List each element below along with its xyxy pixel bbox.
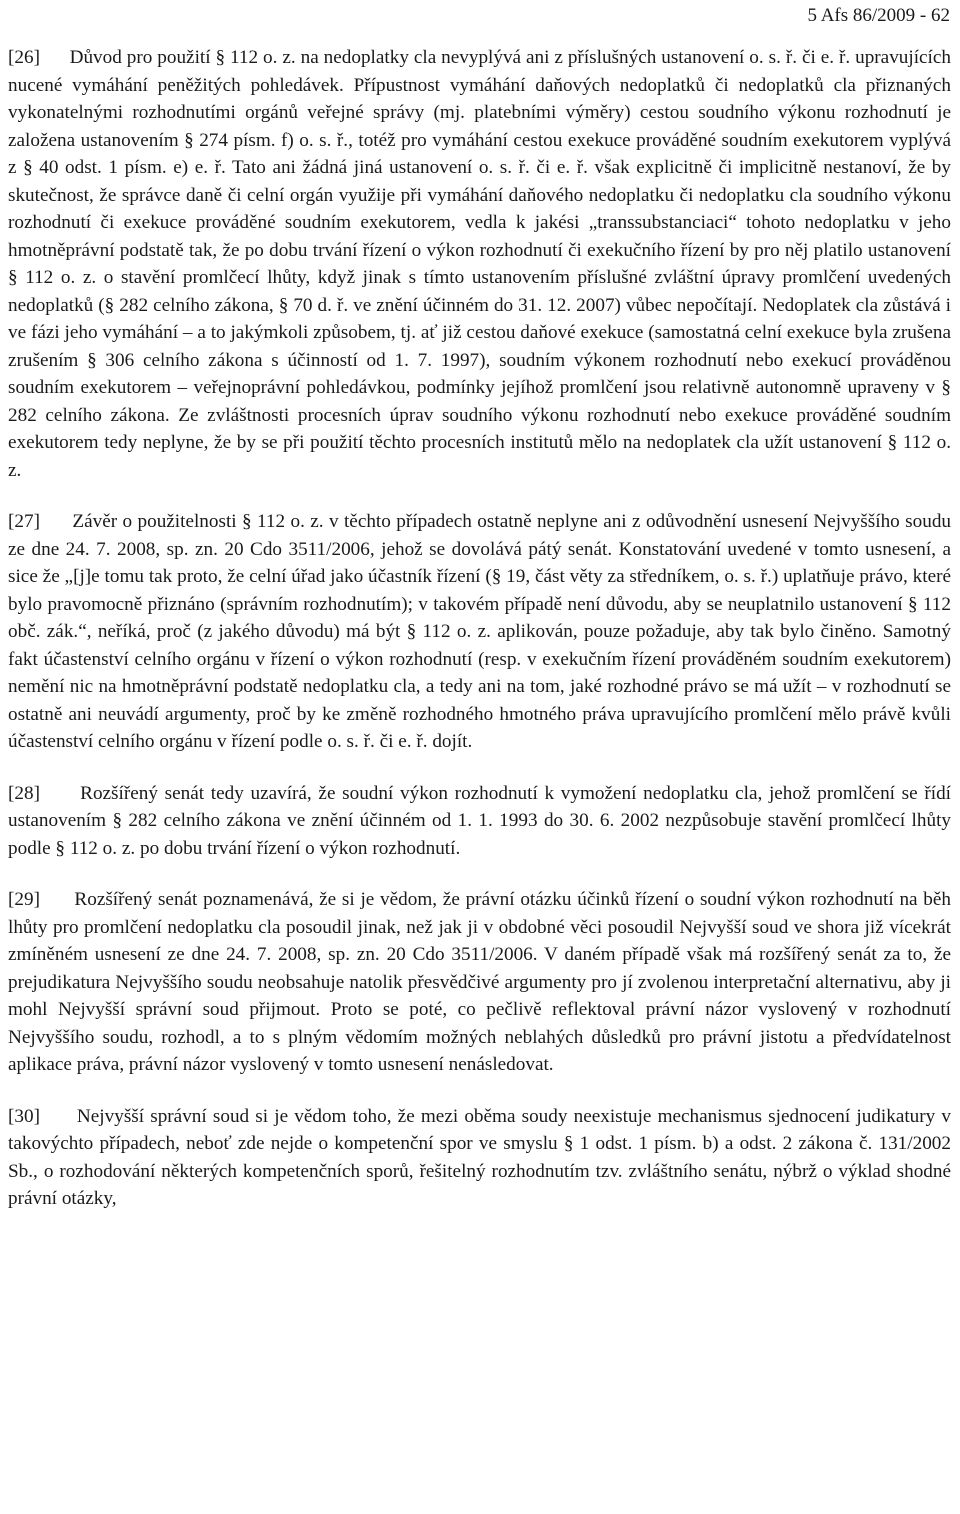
paragraph-number: [28]: [8, 782, 40, 804]
paragraph-26: [8, 44, 951, 484]
paragraph-number: [30]: [8, 1105, 40, 1127]
paragraph-28: [8, 780, 951, 863]
case-number-header: 5 Afs 86/2009 - 62: [807, 5, 950, 26]
document-body: [8, 44, 951, 1237]
paragraph-body: Rozšířený senát tedy uzavírá, že soudní výkon rozhodnutí k vymožení nedoplatku cla, jehož promlčení se řídí ustanovením § 282 celního zákona ve znění účinném od 1. 1. 1993 do 30. 6. 2002 nezpůsobuje stavění promlčecí lhůty podle § 112 o. z. po dobu trvání řízení o výkon rozhodnutí.: [8, 782, 952, 859]
paragraph-number: [26]: [8, 47, 40, 68]
paragraph-body: Důvod pro použití § 112 o. z. na nedoplatky cla nevyplývá ani z příslušných ustanovení o. s. ř. či e. ř. upravujících nucené vymáhání peněžitých pohledávek. Přípustnost vymáhání daňových nedoplatků či nedoplatků cla přiznaných vykonatelnými rozhodnutími orgánů veřejné správy (mj. platebními výměry) cestou soudního výkonu rozhodnutí je založena ustanovením § 274 písm. f) o. s. ř., totéž pro vymáhání cestou exekuce prováděné soudním exekutorem vyplývá z § 40 odst. 1 písm. e) e. ř. Tato ani žádná jiná ustanovení o. s. ř. či e. ř. však explicitně či implicitně nestanoví, že by skutečnost, že správce daně či celní orgán využije při vymáhání daňového nedoplatku či nedoplatku cla soudního výkonu rozhodnutí či exekuce prováděné soudním exekutorem, vedla k jakési „transsubstanciaci“ tohoto nedoplatku v jeho hmotněprávní podstatě tak, že po dobu trvání řízení o výkon rozhodnutí či exekučního řízení by pro něj platilo ustanovení § 112 o. z. o stavění promlčecí lhůty, když jinak s tímto ustanovením příslušné zvláštní úpravy promlčení uvedených nedoplatků (§ 282 celního zákona, § 70 d. ř. ve znění účinném do 31. 12. 2007) vůbec nepočítají. Nedoplatek cla zůstává i ve fázi jeho vymáhání – a to jakýmkoli způsobem, tj. ať již cestou daňové exekuce (samostatná celní exekuce byla zrušena zrušením § 306 celního zákona s účinností od 1. 7. 1997), soudním výkonem rozhodnutí nebo exekucí prováděnou soudním exekutorem – veřejnoprávní pohledávkou, podmínky jejíhož promlčení jsou relativně autonomně upraveny v § 282 celního zákona. Ze zvláštnosti procesních úprav soudního výkonu rozhodnutí nebo exekuce prováděné soudním exekutorem tedy neplyne, že by se při použití těchto procesních institutů mělo na nedoplatek cla užít ustanovení § 112 o. z.: [8, 47, 952, 481]
paragraph-27: [8, 508, 951, 756]
paragraph-29: [8, 886, 951, 1079]
paragraph-30: [8, 1103, 951, 1213]
paragraph-text: [8, 508, 951, 756]
paragraph-text: [8, 1103, 951, 1213]
paragraph-body: Nejvyšší správní soud si je vědom toho, že mezi oběma soudy neexistuje mechanismus sjednocení judikatury v takovýchto případech, neboť zde nejde o kompetenční spor ve smyslu § 1 odst. 1 písm. b) a odst. 2 zákona č. 131/2002 Sb., o rozhodování některých kompetenčních sporů, řešitelný rozhodnutím tzv. zvláštního senátu, nýbrž o výklad shodné právní otázky,: [8, 1105, 951, 1209]
paragraph-text: [8, 44, 951, 484]
paragraph-text: [8, 886, 951, 1079]
paragraph-body: Závěr o použitelnosti § 112 o. z. v těchto případech ostatně neplyne ani z odůvodnění usnesení Nejvyššího soudu ze dne 24. 7. 2008, sp. zn. 20 Cdo 3511/2006, jehož se dovolává pátý senát. Konstatování uvedené v tomto usnesení, a sice že „[j]e tomu tak proto, že celní úřad jako účastník řízení (§ 19, část věty za středníkem, o. s. ř.) uplatňuje právo, které bylo pravomocně přiznáno (správním rozhodnutím); v takovém případě není důvodu, aby se neuplatnilo ustanovení § 112 obč. zák.“, neříká, proč (z jakého důvodu) má být § 112 o. z. aplikován, pouze požaduje, aby tak bylo činěno. Samotný fakt účastenství celního orgánu v řízení o výkon rozhodnutí (resp. v exekučním řízení prováděném soudním exekutorem) nemění nic na hmotněprávní podstatě nedoplatku cla, a tedy ani na tom, jaké rozhodné právo se má užít – v rozhodnutí se ostatně ani neuvádí argumenty, proč by ke změně rozhodného hmotného práva upravujícího promlčení mělo právě kvůli účastenství celního orgánu v řízení podle o. s. ř. či e. ř. dojít.: [8, 511, 952, 752]
paragraph-body: Rozšířený senát poznamenává, že si je vědom, že právní otázku účinků řízení o soudní výkon rozhodnutí na běh lhůty pro promlčení nedoplatku cla posoudil jinak, než jak ji v obdobné věci posoudil Nejvyšší soud ve shora již vícekrát zmíněném usnesení ze dne 24. 7. 2008, sp. zn. 20 Cdo 3511/2006. V daném případě však má rozšířený senát za to, že prejudikatura Nejvyššího soudu neobsahuje natolik přesvědčivé argumenty pro jí zvolenou interpretační alternativu, aby ji mohl Nejvyšší správní soud přijmout. Proto se poté, co pečlivě reflektoval právní názor vyslovený v rozhodnutí Nejvyššího soudu, rozhodl, a to s plným vědomím možných neblahých důsledků pro právní jistotu a předvídatelnost aplikace práva, právní názor vyslovený v tomto usnesení nenásledovat.: [8, 889, 952, 1075]
paragraph-number: [29]: [8, 889, 40, 910]
paragraph-text: [8, 780, 951, 863]
paragraph-number: [27]: [8, 511, 40, 532]
